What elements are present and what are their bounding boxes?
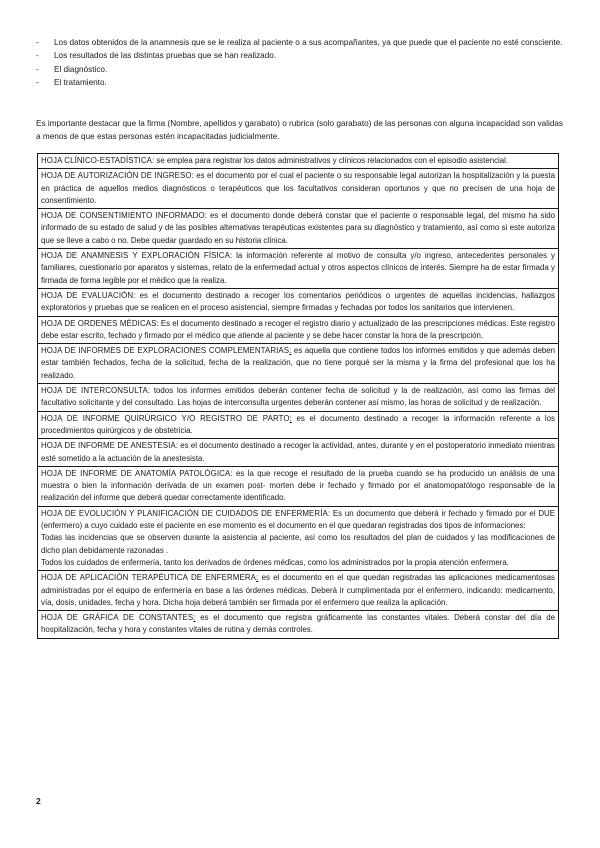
hoja-title: HOJA DE INFORMES DE EXPLORACIONES COMPLEMENTARIAS [41,346,290,356]
list-item: - Los datos obtenidos de la anamnesis que se le realiza al paciente o a sus acompañantes, ya que puede que el paciente no esté consciente. [36,36,566,49]
bullet-list [36,36,566,89]
hoja-description: todos los informes emitidos deberán contener fecha de solicitud y la de realización, así como las firmas del facultativo solicitante y del consultado. Las hojas de interconsulta urgentes deberán contener así mismo, las horas de solicitud y de realización. [41,386,555,408]
hoja-title: HOJA DE APLICACIÓN TERAPÉUTICA DE ENFERMERA [41,573,257,583]
table-row [38,169,559,209]
table-row [38,384,559,412]
hoja-title: HOJA DE GRÁFICA DE CONSTANTES [41,613,194,623]
list-item: - Los resultados de las distintas pruebas que se han realizado. [36,49,566,62]
hoja-description: es el documento donde deberá constar que el paciente o responsable legal, del mismo ha sido informado de su estado de salud y de las posibles alternativas terapéuticas existentes para su diagnóstico y tratamiento, así como si este autoriza que se lleve a cabo o no. Debe quedar guardado en su historia clínica. [41,211,555,245]
hoja-title: HOJA DE AUTORIZACIÓN DE INGRESO [41,171,192,181]
table-row [38,209,559,249]
table-cell: HOJA DE INTERCONSULTA: todos los informes emitidos deberán contener fecha de solicitud y la de realización, así como las firmas del facultativo solicitante y del consultado. Las hojas de interconsulta urgentes deberán contener así mismo, las horas de solicitud y de realización. [38,384,559,412]
list-item: - El diagnóstico. [36,63,566,76]
hoja-description: es el documento por el cual el paciente o su responsable legal autorizan la hospitalización y la puesta en práctica de aquellos medios diagnósticos o terapéuticos que los facultativos consideran oportunos y que no precisen de una hoja de consentimiento. [41,171,555,205]
hoja-description: es el documento destinado a recoger la información referente a los procedimientos quirúrgicos y de obstetricia. [41,413,555,435]
bullet-marker: - [36,64,39,74]
hoja-description: la información referente al motivo de consulta y/o ingreso, antecedentes personales y familiares, cuestionario por aparatos y sistemas, relato de la enfermedad actual y otros aspectos clínicos de interés. Siempre ha de estar firmada y firmada de forma legible por el médico que la realiza. [41,251,555,285]
hoja-title: HOJA DE ANAMNESIS Y EXPLORACIÓN FÍSICA [41,251,230,261]
bullet-marker: - [36,38,39,47]
intro-paragraph: Es importante destacar que la firma (Nombre, apellidos y garabato) o rubrica (solo garabato) de las personas con alguna incapacidad son validas a menos de que estas personas estén incapacitadas judicialmente. [36,119,564,142]
hoja-title: HOJA DE EVALUACIÓN [41,290,134,300]
hojas-table [37,153,559,639]
hoja-extra-paragraph: Todas las incidencias que se observen durante la asistencia al paciente, así como los resultados del plan de cuidados y las modificaciones de dicho plan debidamente razonadas . [41,533,555,555]
list-item: - El tratamiento. [36,76,566,89]
table-row [38,344,559,384]
hoja-description: es el documento que registra gráficamente las constantes vitales. Deberá constar del día de hospitalización, fecha y hora y constantes vitales de rutina y demás controles. [41,613,555,635]
table-cell: HOJA DE APLICACIÓN TERAPÉUTICA DE ENFERMERA: es el documento en el que quedan registradas las aplicaciones medicamentosas administradas por el equipo de enfermería en base a las órdenes médicas. Deberá ir cumplimentada por el enfermero, indicando: medicamento, vía, dosis, unidades, fecha y hora. Dicha hoja deberá también ser firmada por el enfermero que realiza la aplicación. [38,571,559,611]
hoja-description: es aquella que contiene todos los informes emitidos y que además deben estar también fechados, fecha de la solicitud, fecha de la realización, que no tiene porqué ser la misma y la firma del profesional que los ha realizado. [41,346,555,380]
table-cell: HOJA DE INFORME QUIRÚRGICO Y/O REGISTRO DE PARTO: es el documento destinado a recoger la información referente a los procedimientos quirúrgicos y de obstetricia. [38,411,559,439]
table-cell: HOJA DE CONSENTIMIENTO INFORMADO: es el documento donde deberá constar que el paciente o responsable legal, del mismo ha sido informado de su estado de salud y de las posibles alternativas terapéuticas existentes para su diagnóstico y tratamiento, así como si este autoriza que se lleve a cabo o no. Debe quedar guardado en su historia clínica. [38,209,559,249]
table-row [38,411,559,439]
hoja-description: Es un documento que deberá ir fechado y firmado por el DUE (enfermero) a cuyo cuidado este el paciente en ese momento es el documento en el que quedaran registradas dos tipos de informaciones: [41,508,555,531]
hoja-title: HOJA DE ORDENES MÉDICAS [41,318,157,328]
table-row [38,316,559,344]
table-cell: HOJA DE ORDENES MÉDICAS: Es el documento destinado a recoger el registro diario y actualizado de las prescripciones médicas. Este registro debe estar escrito, fechado y firmado por el médico que atiende al paciente y se debe hacer constar la hora de la prescripción. [38,316,559,344]
table-row [38,288,559,316]
table-cell: HOJA DE INFORMES DE EXPLORACIONES COMPLEMENTARIAS: es aquella que contiene todos los informes emitidos y que además deben estar también fechados, fecha de la solicitud, fecha de la realización, que no tiene porqué ser la misma y la firma del profesional que los ha realizado. [38,344,559,384]
page-number: 2 [36,796,41,806]
hoja-description: Es el documento destinado a recoger el registro diario y actualizado de las prescripciones médicas. Este registro debe estar escrito, fechado y firmado por el médico que atiende al paciente y se debe hacer constar la hora de la prescripción. [41,318,555,340]
table-row [38,154,559,169]
table-row [38,506,559,570]
table-cell: HOJA DE INFORME DE ANESTESIA: es el documento destinado a recoger la actividad, antes, durante y en el postoperatorio inmediato mientras esté sometido a la actuación de la anestesista. [38,439,559,467]
table-row [38,571,559,611]
table-row [38,249,559,289]
table-cell: HOJA DE AUTORIZACIÓN DE INGRESO: es el documento por el cual el paciente o su responsable legal autorizan la hospitalización y la puesta en práctica de aquellos medios diagnósticos o terapéuticos que los facultativos consideran oportunos y que no precisen de una hoja de consentimiento. [38,169,559,209]
hoja-title: HOJA DE EVOLUCIÓN Y PLANIFICACIÓN DE CUIDADOS DE ENFERMERÍA [41,508,328,518]
table-cell: HOJA DE EVALUACIÓN: es el documento destinado a recoger los comentarios periódicos o urgentes de aquellas incidencias, hallazgos exploratorios y pruebas que se realicen en el proceso asistencial, siempre firmadas y fechadas por todos los sanitarios que intervienen. [38,288,559,316]
hoja-title: HOJA DE INFORME QUIRÚRGICO Y/O REGISTRO DE PARTO [41,413,290,423]
hoja-title: HOJA DE INFORME DE ANESTESIA [41,441,176,451]
hoja-extra-paragraph: Todos los cuidados de enfermería, tanto los derivados de órdenes médicas, como los administrados por la propia atención enfermera. [41,557,509,567]
table-cell: HOJA DE EVOLUCIÓN Y PLANIFICACIÓN DE CUIDADOS DE ENFERMERÍA: Es un documento que deberá ir fechado y firmado por el DUE (enfermero) a cuyo cuidado este el paciente en ese momento es el documento en el que quedaran registradas dos tipos de informaciones: Todas las incidencias que se observen durante la asistencia al paciente, así como los resultados del plan de cuidados y las modificaciones de dicho plan debidamente razonadas . Todos los cuidados de enfermería, tanto los derivados de órdenes médicas, como los administrados por la propia atención enfermera. [38,506,559,570]
table-row [38,439,559,467]
table-row [38,466,559,506]
table-cell: HOJA DE INFORME DE ANATOMÍA PATOLÓGICA: es la que recoge el resultado de la prueba cuando se ha producido un análisis de una muestra o bien la información derivada de un examen post- morten debe ir fechado y firmado por el anatomopatólogo responsable de la realización del informe que deberá quedar correctamente identificado. [38,466,559,506]
bullet-marker: - [36,77,39,87]
hoja-title: HOJA CLÍNICO-ESTADÍSTICA [41,156,152,165]
hoja-title: HOJA DE CONSENTIMIENTO INFORMADO [41,211,205,221]
hoja-description: se emplea para registrar los datos administrativos y clínicos relacionados con el episodio asistencial. [154,156,509,165]
hoja-title: HOJA DE INTERCONSULTA [41,386,148,396]
hoja-description: es el documento destinado a recoger la actividad, antes, durante y en el postoperatorio inmediato mientras esté sometido a la actuación de la anestesista. [41,441,555,463]
table-row [38,611,559,639]
hoja-description: es la que recoge el resultado de la prueba cuando se ha producido un análisis de una muestra o bien la información derivada de un examen post- morten debe ir fechado y firmado por el anatomopatólogo responsable de la realización del informe que deberá quedar correctamente identificado. [41,468,555,503]
hoja-description: es el documento en el que quedan registradas las aplicaciones medicamentosas administradas por el equipo de enfermería en base a las órdenes médicas. Deberá ir cumplimentada por el enfermero, indicando: medicamento, vía, dosis, unidades, fecha y hora. Dicha hoja deberá también ser firmada por el enfermero que realiza la aplicación. [41,573,555,607]
hoja-description: es el documento destinado a recoger los comentarios periódicos o urgentes de aquellas incidencias, hallazgos exploratorios y pruebas que se realicen en el proceso asistencial, siempre firmadas y fechadas por todos los sanitarios que intervienen. [41,290,555,313]
hoja-title: HOJA DE INFORME DE ANATOMÍA PATOLÓGICA [41,468,231,478]
table-cell: HOJA DE GRÁFICA DE CONSTANTES: es el documento que registra gráficamente las constantes vitales. Deberá constar del día de hospitalización, fecha y hora y constantes vitales de rutina y demás controles. [38,611,559,639]
table-cell: HOJA CLÍNICO-ESTADÍSTICA: se emplea para registrar los datos administrativos y clínicos relacionados con el episodio asistencial. [38,154,559,169]
table-cell: HOJA DE ANAMNESIS Y EXPLORACIÓN FÍSICA: la información referente al motivo de consulta y/o ingreso, antecedentes personales y familiares, cuestionario por aparatos y sistemas, relato de la enfermedad actual y otros aspectos clínicos de interés. Siempre ha de estar firmada y firmada de forma legible por el médico que la realiza. [38,249,559,289]
bullet-marker: - [36,51,39,61]
